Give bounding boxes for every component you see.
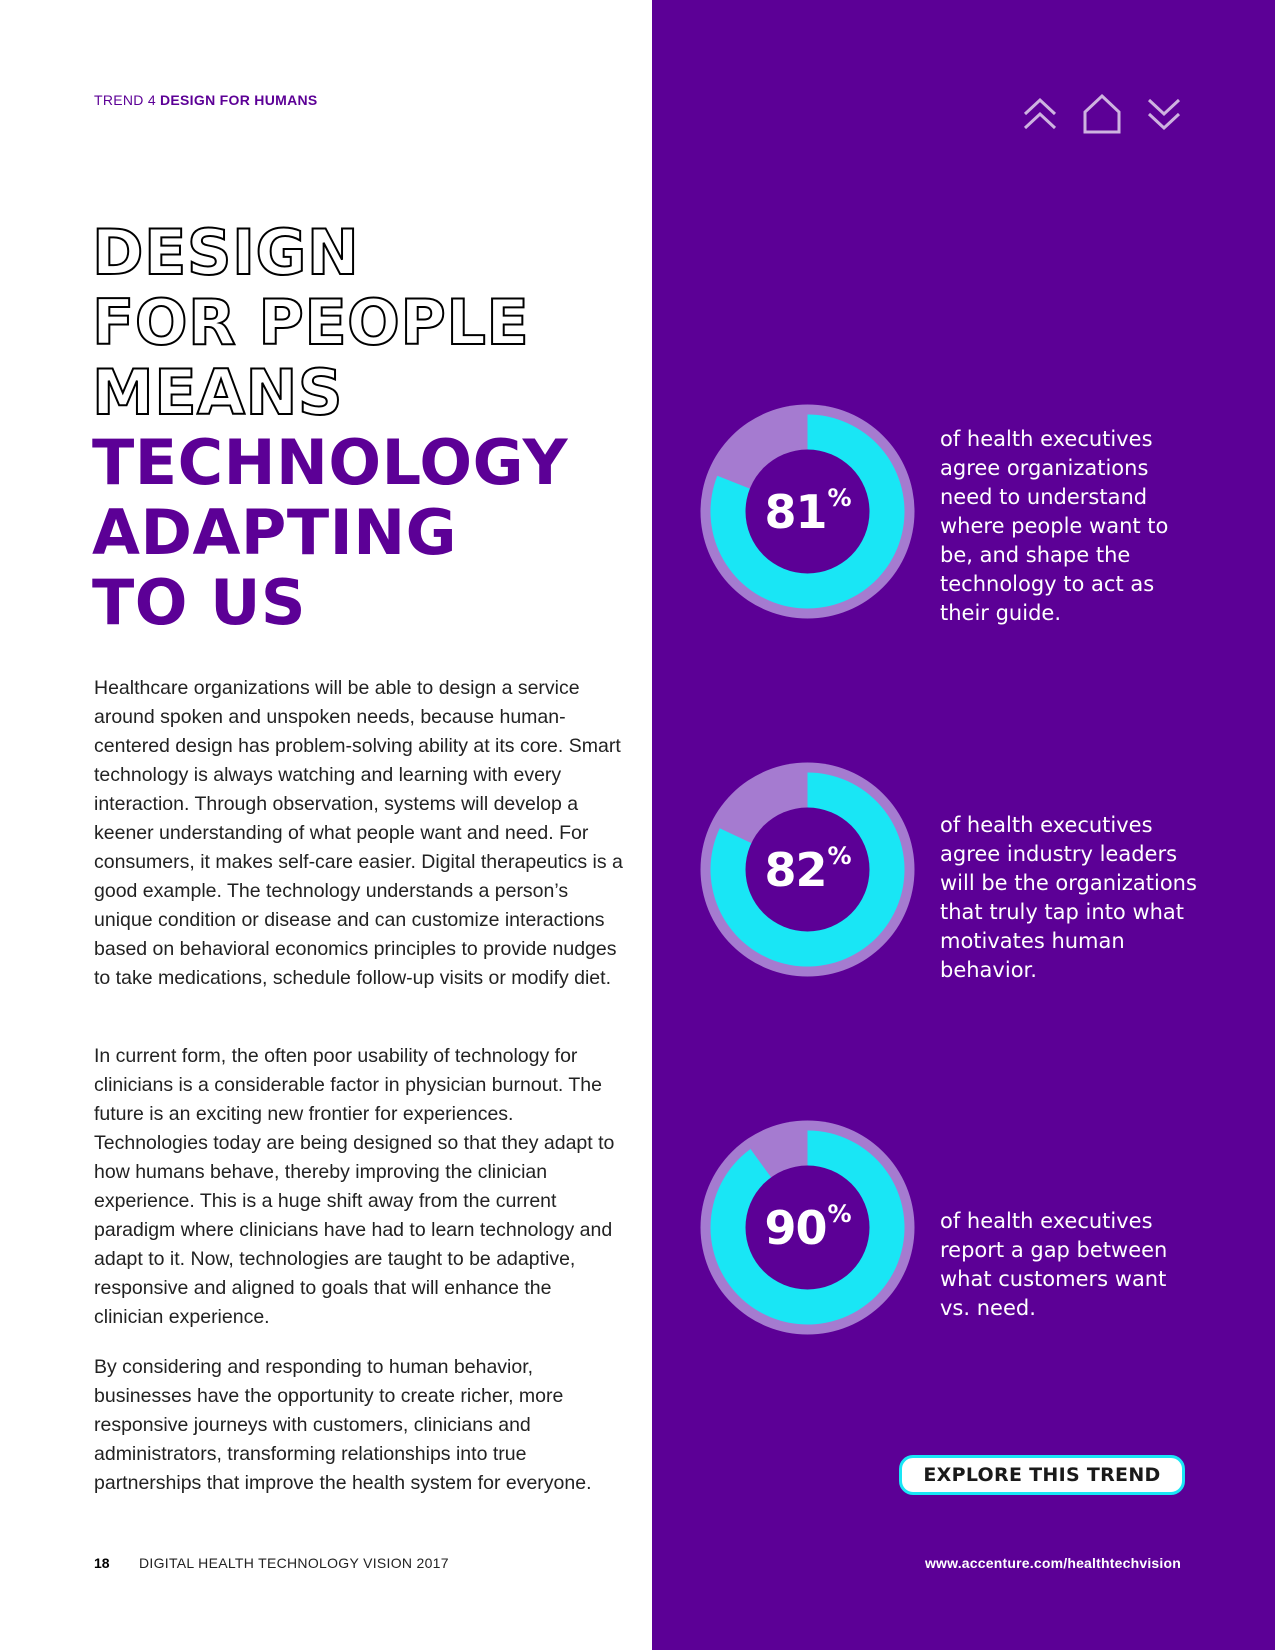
headline-line-outline: DESIGN	[92, 216, 360, 289]
stat-description: of health executives agree organizations need to understand where people want to be, and shape the technology to act as their guide.	[940, 427, 1169, 625]
stat-value	[700, 762, 915, 977]
body-paragraph: Healthcare organizations will be able to design a service around spoken and unspoken needs, because human-centered design has problem-solving ability at its core. Smart technology is always watching and learning with every interaction. Through observation, systems will develop a keener understanding of what people want and need. For consumers, it makes self-care easier. Digital therapeutics is a good example. The technology understands a person’s unique condition or disease and can customize interactions based on behavioral economics principles to provide nudges to take medications, schedule follow-up visits or modify diet.	[94, 677, 623, 989]
headline-line-solid: ADAPTING	[92, 496, 458, 569]
home-icon[interactable]	[1080, 92, 1124, 136]
body-paragraph: By considering and responding to human behavior, businesses have the opportunity to create richer, more responsive journeys with customers, clinicians and administrators, transforming relationships into true partnerships that improve the health system for everyone.	[94, 1356, 592, 1494]
stat-ring	[700, 1120, 915, 1335]
chevron-double-down-icon[interactable]	[1142, 92, 1186, 136]
headline-line-solid: TO US	[92, 566, 307, 639]
footer-title: DIGITAL HEALTH TECHNOLOGY VISION 2017	[139, 1555, 449, 1571]
trend-number: TREND 4	[94, 92, 156, 108]
page-number: 18	[94, 1555, 110, 1571]
explore-trend-button[interactable]: EXPLORE THIS TREND	[899, 1455, 1185, 1495]
stat-value	[700, 404, 915, 619]
stat-unit: %	[827, 483, 851, 512]
stat-number: 81	[764, 484, 827, 539]
headline-line-outline: FOR PEOPLE	[92, 286, 530, 359]
footer-url[interactable]: www.accenture.com/healthtechvision	[924, 1555, 1181, 1571]
stat-ring	[700, 762, 915, 977]
stat-ring	[700, 404, 915, 619]
stat-unit: %	[827, 841, 851, 870]
trend-label	[94, 92, 318, 108]
stat-unit: %	[827, 1199, 851, 1228]
headline-line-solid: TECHNOLOGY	[92, 426, 569, 499]
trend-name: DESIGN FOR HUMANS	[160, 92, 318, 108]
stat-value	[700, 1120, 915, 1335]
body-paragraph: In current form, the often poor usability of technology for clinicians is a considerable factor in physician burnout. The future is an exciting new frontier for experiences. Technologies today are being designed so that they adapt to how humans behave, thereby improving the clinician experience. This is a huge shift away from the current paradigm where clinicians have had to learn technology and adapt to it. Now, technologies are taught to be adaptive, responsive and aligned to goals that will enhance the clinician experience.	[94, 1045, 615, 1328]
stat-number: 90	[764, 1200, 827, 1255]
page-headline	[92, 218, 568, 638]
stat-description: of health executives agree industry leaders will be the organizations that truly tap into what motivates human behavior.	[940, 813, 1197, 982]
headline-line-outline: MEANS	[92, 356, 344, 429]
stat-description: of health executives report a gap between what customers want vs. need.	[940, 1209, 1168, 1320]
chevron-double-up-icon[interactable]	[1018, 92, 1062, 136]
stat-number: 82	[764, 842, 827, 897]
